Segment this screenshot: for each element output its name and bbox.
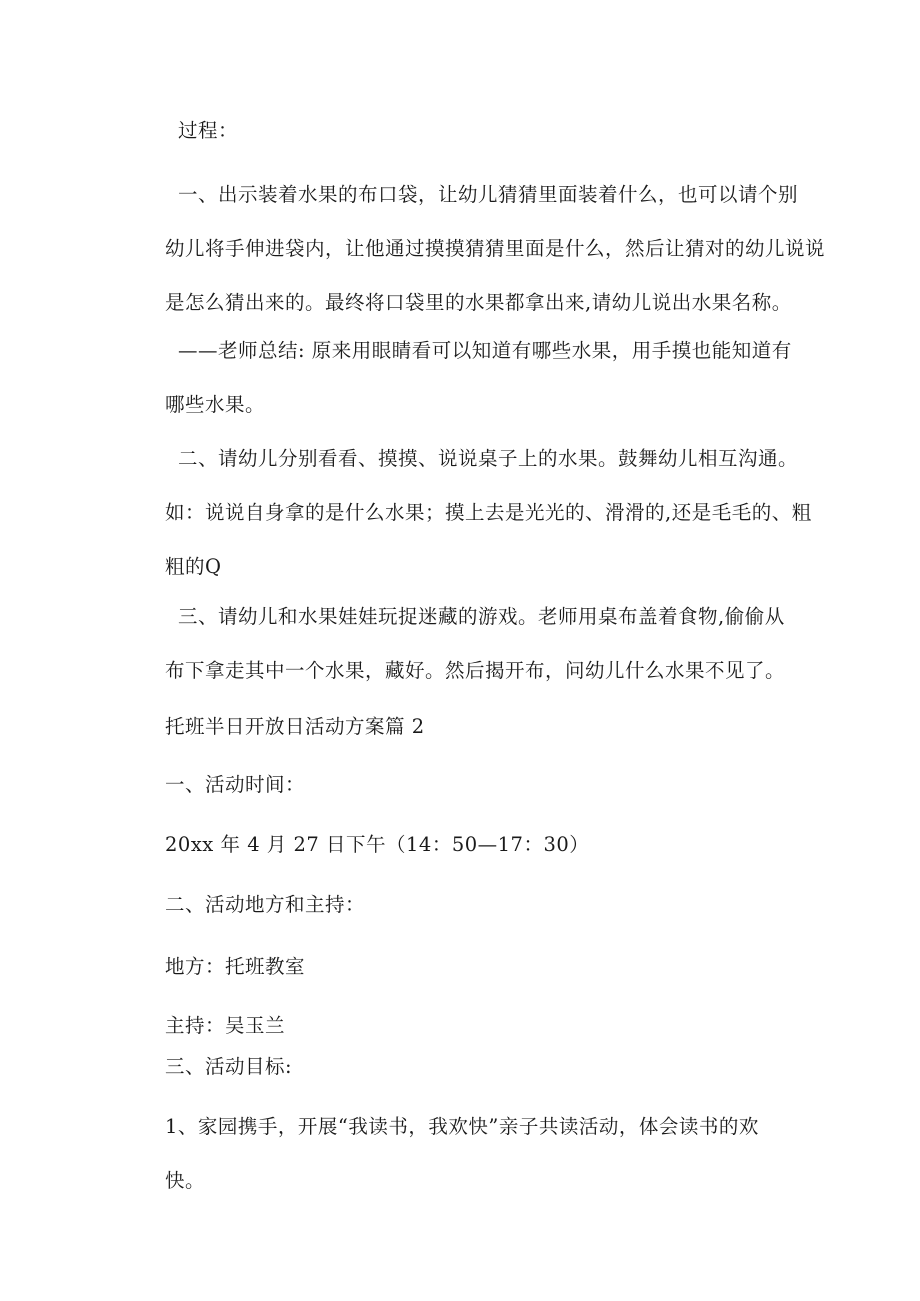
paragraph-1-line-1: 一、出示装着水果的布口袋，让幼儿猜猜里面装着什么，也可以请个别 (178, 183, 799, 206)
goal-1-line-1: 1、家园携手，开展“我读书，我欢快”亲子共读活动，体会读书的欢 (165, 1115, 759, 1138)
place-text: 地方：托班教室 (165, 955, 306, 978)
goal-1-line-2: 快。 (165, 1169, 206, 1192)
paragraph-3 (165, 432, 812, 594)
activity-time-value (165, 818, 805, 872)
host-text: 主持：吴玉兰 (165, 1014, 286, 1037)
paragraph-2 (165, 324, 805, 432)
paragraph-1-line-2: 幼儿将手伸进袋内，让他通过摸摸猜猜里面是什么，然后让猜对的幼儿说说 (165, 237, 826, 260)
place-host-heading-text: 二、活动地方和主持： (165, 893, 366, 916)
paragraph-4-line-1: 三、请幼儿和水果娃娃玩捉迷藏的游戏。老师用桌布盖着食物,偷偷从 (178, 605, 785, 628)
section-title (165, 700, 805, 754)
paragraph-1-line-3: 是怎么猜出来的。最终将口袋里的水果都拿出来,请幼儿说出水果名称。 (165, 291, 792, 314)
paragraph-4 (165, 590, 805, 698)
paragraph-1 (165, 168, 826, 330)
place-line (165, 940, 805, 994)
paragraph-2-line-1: ——老师总结: 原来用眼睛看可以知道有哪些水果，用手摸也能知道有 (178, 339, 792, 362)
activity-time-value-text: 20xx 年 4 月 27 日下午（14：50—17：30） (165, 833, 590, 856)
place-host-heading (165, 878, 805, 932)
activity-time-heading-text: 一、活动时间： (165, 773, 306, 796)
paragraph-4-line-2: 布下拿走其中一个水果，藏好。然后揭开布，问幼儿什么水果不见了。 (165, 659, 786, 682)
paragraph-3-line-2: 如：说说自身拿的是什么水果；摸上去是光光的、滑滑的,还是毛毛的、粗 (165, 501, 812, 524)
goal-1 (165, 1100, 805, 1208)
paragraph-3-line-1: 二、请幼儿分别看看、摸摸、说说桌子上的水果。鼓舞幼儿相互沟通。 (178, 447, 799, 470)
paragraph-2-line-2: 哪些水果。 (165, 393, 266, 416)
section-title-text: 托班半日开放日活动方案篇 2 (165, 715, 425, 738)
activity-time-heading (165, 758, 805, 812)
process-heading (165, 104, 805, 158)
paragraph-3-line-3: 粗的Q (165, 555, 222, 578)
process-heading-text: 过程： (178, 119, 239, 142)
goals-heading (165, 1040, 805, 1094)
goals-heading-text: 三、活动目标: (165, 1055, 293, 1078)
